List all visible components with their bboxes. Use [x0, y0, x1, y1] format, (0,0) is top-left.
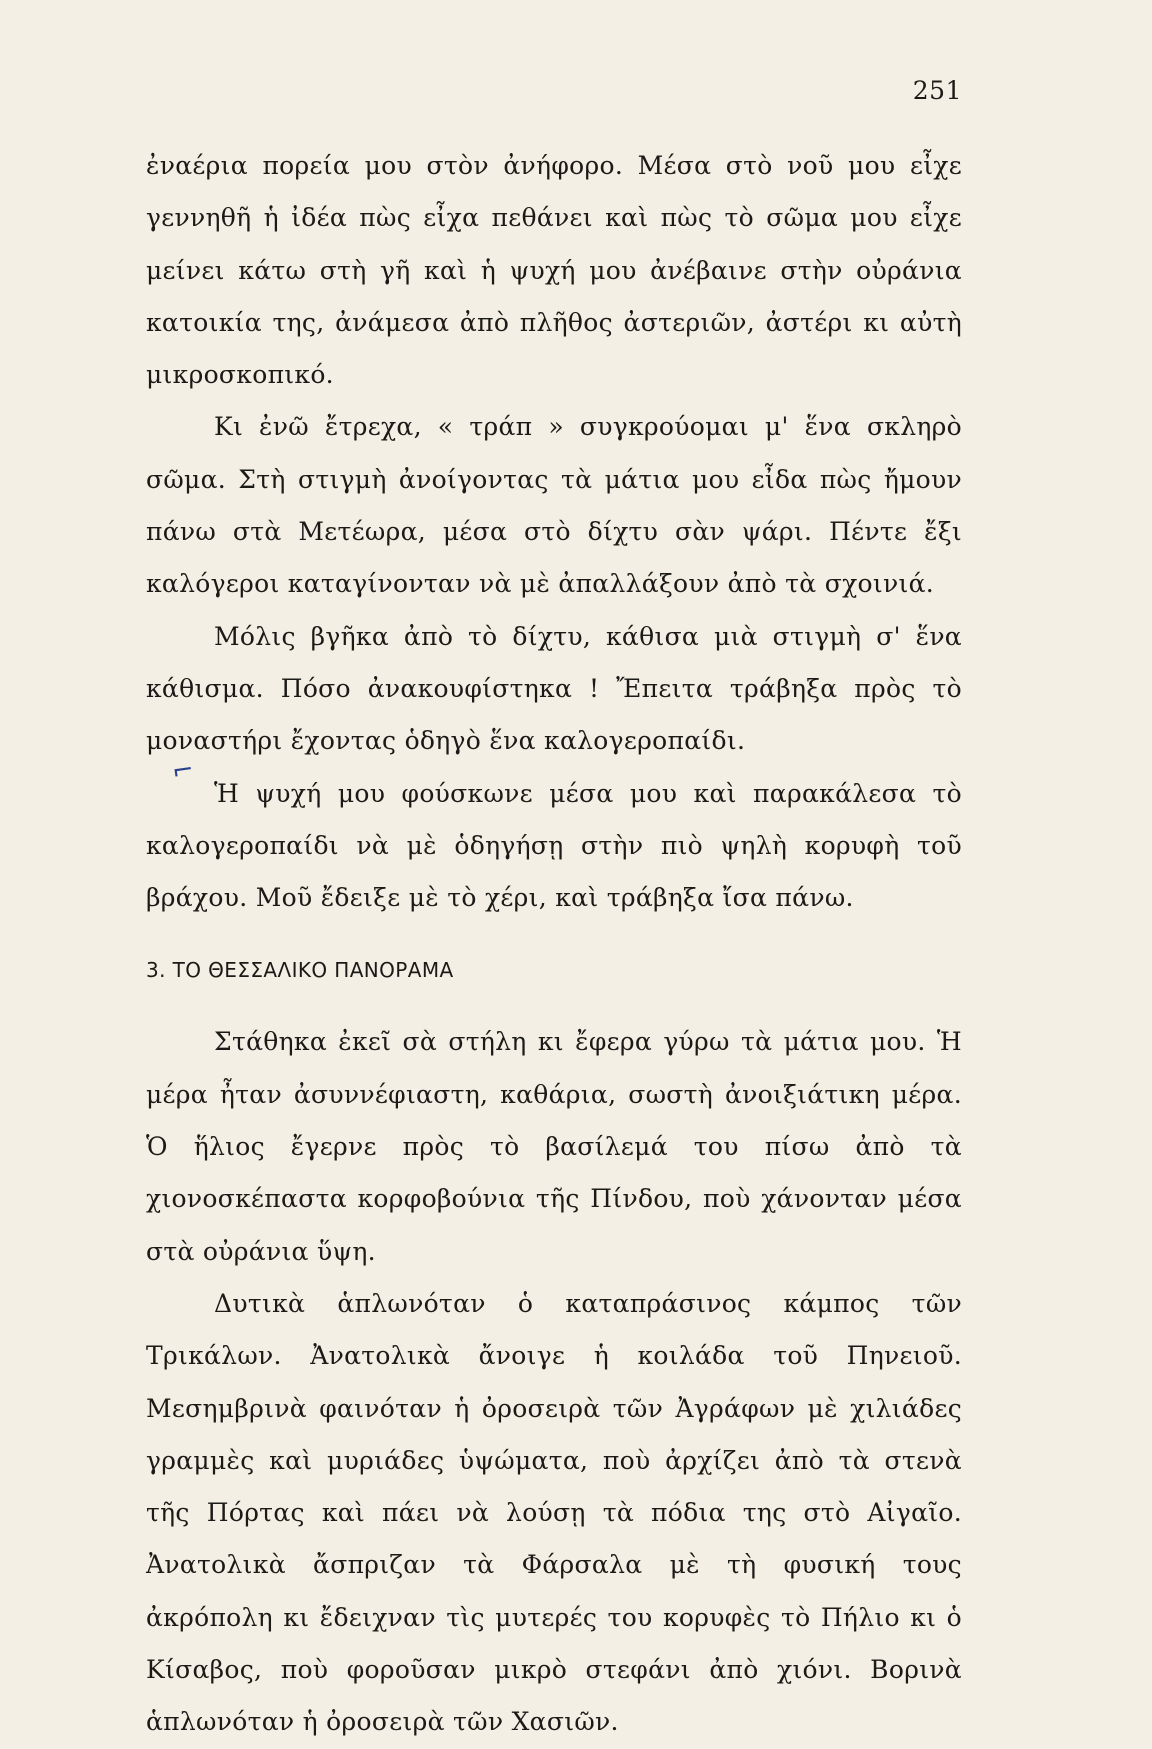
- page-number: 251: [912, 76, 962, 105]
- paragraph: Κι ἐνῶ ἔτρεχα, « τράπ » συγκρούομαι μ' ἕνα σκληρὸ σῶμα. Στὴ στιγμὴ ἀνοίγοντας τὰ μάτια μου εἶδα πὼς ἤμουν πάνω στὰ Μετέωρα, μέσα στὸ δίχτυ σὰν ψάρι. Πέντε ἔξι καλόγεροι καταγίνονταν νὰ μὲ ἀπαλλάξουν ἀπὸ τὰ σχοινιά.: [146, 412, 962, 599]
- pen-annotation-mark: ⌐: [170, 754, 196, 788]
- paragraph: Στάθηκα ἐκεῖ σὰ στήλη κι ἔφερα γύρω τὰ μάτια μου. Ἡ μέρα ἦταν ἀσυννέφιαστη, καθάρια, σωστὴ ἀνοιξιάτικη μέρα. Ὁ ἥλιος ἔγερνε πρὸς τὸ βασίλεμά του πίσω ἀπὸ τὰ χιονοσκέπαστα κορφοβούνια τῆς Πίνδου, ποὺ χάνονταν μέσα στὰ οὐράνια ὕψη.: [146, 1027, 962, 1266]
- section-heading: 3. ΤΟ ΘΕΣΣΑΛΙΚΟ ΠΑΝΟΡΑΜΑ: [146, 958, 454, 983]
- paragraph: Δυτικὰ ἁπλωνόταν ὁ καταπράσινος κάμπος τῶν Τρικάλων. Ἀνατολικὰ ἄνοιγε ἡ κοιλάδα τοῦ Πηνειοῦ. Μεσημβρινὰ φαινόταν ἡ ὀροσειρὰ τῶν Ἀγράφων μὲ χιλιάδες γραμμὲς καὶ μυριάδες ὑψώματα, ποὺ ἀρχίζει ἀπὸ τὰ στενὰ τῆς Πόρτας καὶ πάει νὰ λούσῃ τὰ πόδια της στὸ Αἰγαῖο. Ἀνατολικὰ ἄσπριζαν τὰ Φάρσαλα μὲ τὴ φυσική τους ἀκρόπολη κι ἔδειχναν τὶς μυτερές του κορυφὲς τὸ Πήλιο κι ὁ Κίσαβος, ποὺ φοροῦσαν μικρὸ στεφάνι ἀπὸ χιόνι. Βορινὰ ἁπλωνόταν ἡ ὀροσειρὰ τῶν Χασιῶν.: [146, 1288, 962, 1737]
- paragraph: Μόλις βγῆκα ἀπὸ τὸ δίχτυ, κάθισα μιὰ στιγμὴ σ' ἕνα κάθισμα. Πόσο ἀνακουφίστηκα ! Ἔπειτα τράβηξα πρὸς τὸ μοναστήρι ἔχοντας ὁδηγὸ ἕνα καλογεροπαίδι.: [146, 621, 962, 756]
- body-text: [146, 140, 962, 1749]
- paragraph: ἐναέρια πορεία μου στὸν ἀνήφορο. Μέσα στὸ νοῦ μου εἶχε γεννηθῆ ἡ ἰδέα πὼς εἶχα πεθάνει καὶ πὼς τὸ σῶμα μου εἶχε μείνει κάτω στὴ γῆ καὶ ἡ ψυχή μου ἀνέβαινε στὴν οὐράνια κατοικία της, ἀνάμεσα ἀπὸ πλῆθος ἀστεριῶν, ἀστέρι κι αὐτὴ μικροσκοπικό.: [146, 151, 962, 390]
- paragraph: Ἡ ψυχή μου φούσκωνε μέσα μου καὶ παρακάλεσα τὸ καλογεροπαίδι νὰ μὲ ὁδηγήσῃ στὴν πιὸ ψηλὴ κορυφὴ τοῦ βράχου. Μοῦ ἔδειξε μὲ τὸ χέρι, καὶ τράβηξα ἴσα πάνω.: [146, 778, 962, 913]
